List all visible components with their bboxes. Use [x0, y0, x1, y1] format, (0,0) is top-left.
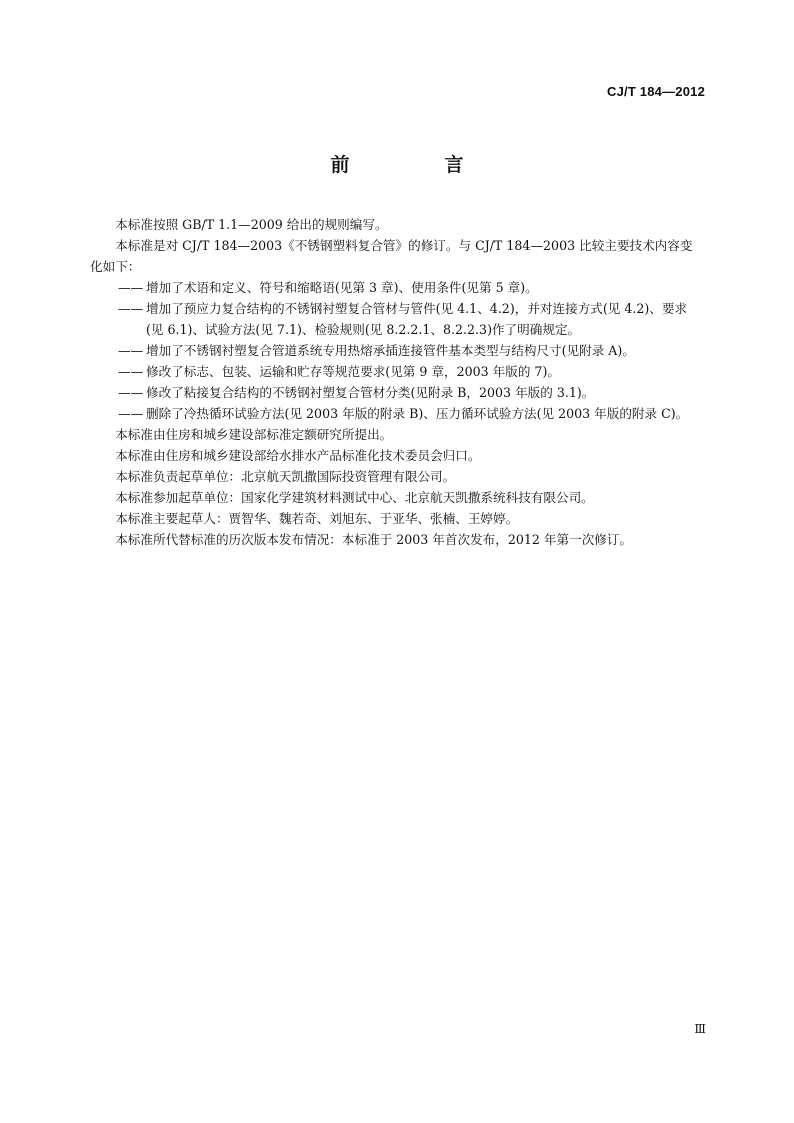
change-text: 修改了标志、包装、运输和贮存等规范要求(见第 9 章，2003 年版的 7)。	[146, 364, 560, 379]
paragraph-drafting-rules: 本标准按照 GB/T 1.1—2009 给出的规则编写。	[115, 217, 388, 232]
change-text: 增加了术语和定义、符号和缩略语(见第 3 章)、使用条件(见第 5 章)。	[146, 280, 538, 295]
change-item	[90, 382, 704, 403]
dash-marker: ——	[118, 406, 144, 421]
paragraph-technical-committee: 本标准由住房和城乡建设部给水排水产品标准化技术委员会归口。	[115, 448, 481, 463]
dash-marker: ——	[118, 343, 144, 358]
paragraph-main-drafters: 本标准主要起草人：贾智华、魏若奇、刘旭东、于亚华、张楠、王婷婷。	[115, 511, 519, 526]
change-text: 修改了粘接复合结构的不锈钢衬塑复合管材分类(见附录 B，2003 年版的 3.1)。	[146, 385, 595, 400]
dash-marker: ——	[118, 364, 144, 379]
change-text: 增加了预应力复合结构的不锈钢衬塑复合管材与管件(见 4.1、4.2)，并对连接方式(见 4.2)、要求(见 6.1)、试验方法(见 7.1)、检验规则(见 8.2.2.1、8.2.2.3)作了明确规定。	[146, 301, 688, 337]
paragraph-participating-orgs: 本标准参加起草单位：国家化学建筑材料测试中心、北京航天凯撒系统科技有限公司。	[115, 490, 594, 505]
paragraph-revision-intro: 本标准是对 CJ/T 184—2003《不锈钢塑料复合管》的修订。与 CJ/T 184—2003 比较主要技术内容变化如下：	[90, 238, 693, 274]
change-item	[90, 298, 704, 340]
dash-marker: ——	[118, 301, 144, 316]
page-number: Ⅲ	[694, 1022, 706, 1036]
dash-marker: ——	[118, 280, 144, 295]
change-text: 删除了冷热循环试验方法(见 2003 年版的附录 B)、压力循环试验方法(见 2003 年版的附录 C)。	[146, 406, 689, 421]
standard-code: CJ/T 184—2012	[607, 84, 705, 99]
change-item	[90, 403, 704, 424]
paragraph-lead-drafter-org: 本标准负责起草单位：北京航天凯撒国际投资管理有限公司。	[115, 469, 456, 484]
page-title: 前 言	[330, 154, 502, 176]
paragraph-proposed-by: 本标准由住房和城乡建设部标准定额研究所提出。	[115, 427, 393, 442]
dash-marker: ——	[118, 385, 144, 400]
change-item	[90, 277, 704, 298]
change-text: 增加了不锈钢衬塑复合管道系统专用热熔承插连接管件基本类型与结构尺寸(见附录 A)。	[146, 343, 635, 358]
change-item	[90, 340, 704, 361]
change-item	[90, 361, 704, 382]
paragraph-version-history: 本标准所代替标准的历次版本发布情况：本标准于 2003 年首次发布，2012 年第一次修订。	[115, 532, 633, 547]
foreword-body	[90, 214, 704, 550]
